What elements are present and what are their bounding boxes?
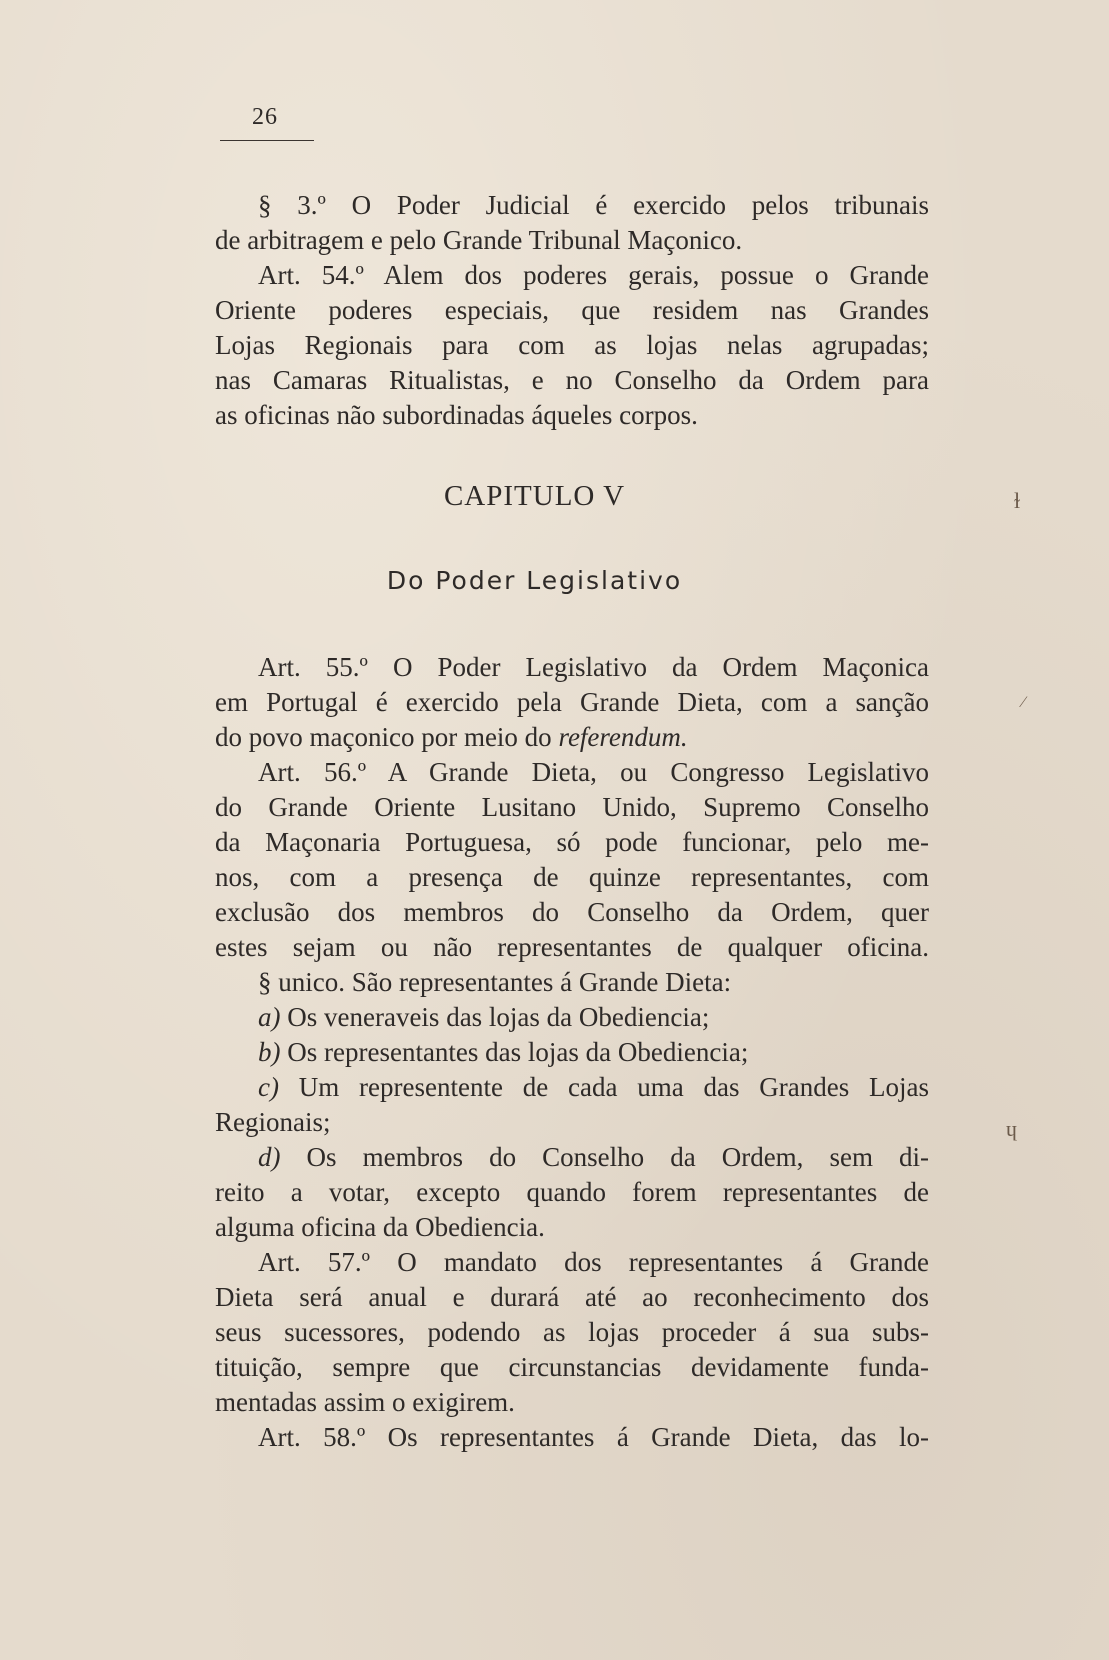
margin-smudge-icon: ɥ (1006, 1116, 1017, 1141)
margin-smudge-icon: ⁄ (1022, 694, 1025, 711)
paragraph-block-1 (215, 188, 929, 433)
list-text: Os representantes das lojas da Obediencia; (280, 1037, 749, 1067)
list-text: Os membros do Conselho da Ordem, sem di- (280, 1142, 929, 1172)
text-segment: do povo maçonico por meio do (215, 722, 559, 752)
list-letter: d) (258, 1142, 281, 1172)
text-line: § unico. São representantes á Grande Dieta: (258, 967, 732, 997)
text-line: de arbitragem e pelo Grande Tribunal Maçonico. (215, 225, 743, 255)
text-line: as oficinas não subordinadas áqueles corpos. (215, 400, 698, 430)
text-line: exclusão dos membros do Conselho da Ordem, quer (215, 897, 929, 927)
text-line: seus sucessores, podendo as lojas proceder á sua subs- (215, 1317, 929, 1347)
text-line: do Grande Oriente Lusitano Unido, Supremo Conselho (215, 792, 929, 822)
chapter-title: CAPITULO V (443, 480, 626, 512)
list-letter: a) (258, 1002, 281, 1032)
text-line (215, 720, 929, 755)
text-line: mentadas assim o exigirem. (215, 1387, 515, 1417)
text-line: Art. 55.º O Poder Legislativo da Ordem Maçonica (258, 652, 929, 682)
text-line: nos, com a presença de quinze representantes, com (215, 862, 929, 892)
text-line: Regionais; (215, 1107, 331, 1137)
text-line: Art. 56.º A Grande Dieta, ou Congresso Legislativo (258, 757, 929, 787)
italic-term: referendum. (558, 722, 688, 752)
text-line: Lojas Regionais para com as lojas nelas agrupadas; (215, 330, 929, 360)
paragraph-block-2 (215, 650, 929, 1455)
text-line: Art. 57.º O mandato dos representantes á Grande (258, 1247, 929, 1277)
text-line: Dieta será anual e durará até ao reconhecimento dos (215, 1282, 929, 1312)
list-letter: c) (258, 1072, 279, 1102)
text-line: da Maçonaria Portuguesa, só pode funcionar, pelo me- (215, 827, 929, 857)
text-line: nas Camaras Ritualistas, e no Conselho da Ordem para (215, 365, 929, 395)
margin-smudge-icon: ɫ (1014, 488, 1021, 513)
list-text: Um representente de cada uma das Grandes Lojas (278, 1072, 929, 1102)
text-line: Art. 58.º Os representantes á Grande Dieta, das lo- (258, 1422, 929, 1452)
list-item (215, 1035, 929, 1070)
page-number: 26 (252, 104, 278, 130)
text-line: alguma oficina da Obediencia. (215, 1212, 545, 1242)
text-line: tituição, sempre que circunstancias devidamente funda- (215, 1352, 929, 1382)
list-text: Os veneraveis das lojas da Obediencia; (280, 1002, 710, 1032)
text-line: em Portugal é exercido pela Grande Dieta, com a sanção (215, 687, 929, 717)
list-item (215, 1000, 929, 1035)
list-letter: b) (258, 1037, 281, 1067)
text-line: § 3.º O Poder Judicial é exercido pelos tribunais (258, 190, 929, 220)
section-title: Do Poder Legislativo (386, 566, 683, 595)
text-line: estes sejam ou não representantes de qualquer oficina. (215, 932, 929, 962)
page-number-rule (220, 140, 314, 141)
text-line: reito a votar, excepto quando forem representantes de (215, 1177, 929, 1207)
text-line: Oriente poderes especiais, que residem nas Grandes (215, 295, 929, 325)
list-item (215, 1140, 929, 1175)
text-line: Art. 54.º Alem dos poderes gerais, possue o Grande (258, 260, 929, 290)
list-item (215, 1070, 929, 1105)
